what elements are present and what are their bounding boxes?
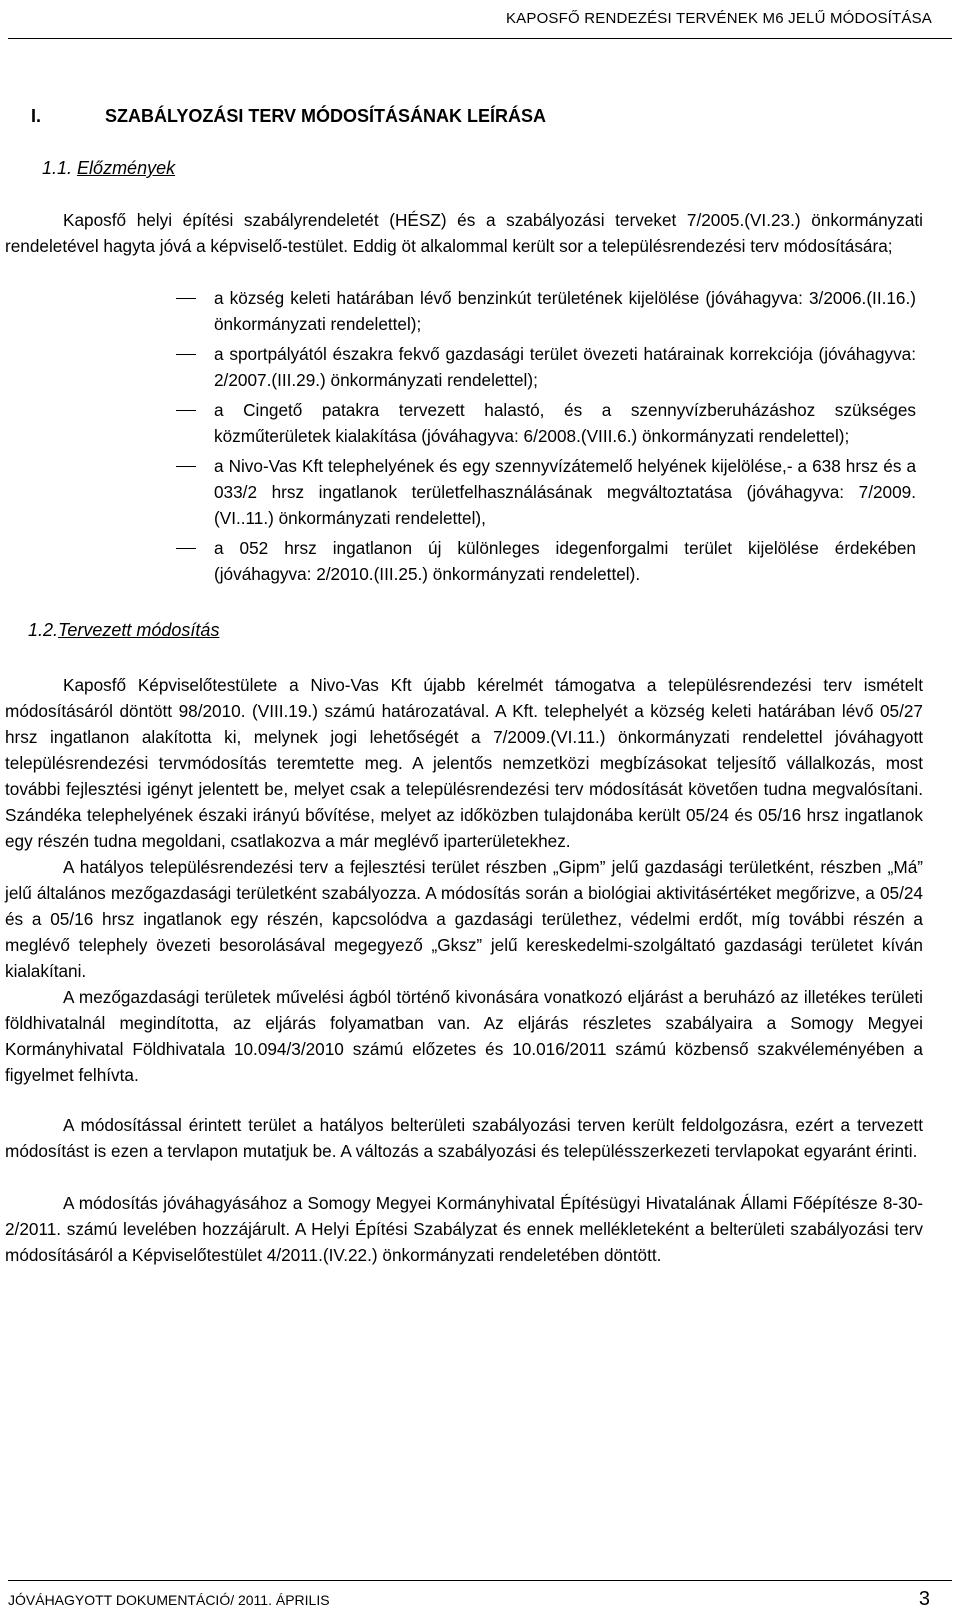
- dash-bullet-icon: [176, 548, 196, 549]
- header-title: KAPOSFŐ RENDEZÉSI TERVÉNEK M6 JELŰ MÓDOSÍTÁSA: [505, 10, 932, 27]
- body-paragraph: A módosítással érintett terület a hatályos belterületi szabályozási terven került feldolgozásra, ezért a tervezett módosítást is ezen a tervlapon mutatjuk be. A változás a szabályozási és településszerkezeti tervlapokat egyaránt érinti.: [5, 1115, 923, 1161]
- page-footer: [0, 1580, 960, 1622]
- amendment-list: [176, 285, 916, 591]
- dash-bullet-icon: [176, 466, 196, 467]
- list-item: [176, 341, 916, 393]
- list-item-text: a község keleti határában lévő benzinkút területének kijelölése (jóváhagyva: 3/2006.(II.16.) önkormányzati rendelettel);: [214, 288, 916, 334]
- page-number: 3: [918, 1588, 930, 1610]
- body-paragraph: A mezőgazdasági területek művelési ágból történő kivonására vonatkozó eljárást a beruházó az illetékes területi földhivatalnál megindította, az eljárás folyamatban van. Az eljárás részletes szabályaira a Somogy Megyei Kormányhivatal Földhivatala 10.094/3/2010 számú előzetes és 10.016/2011 számú közbenső szakvéleményében a figyelmet felhívta.: [5, 987, 923, 1085]
- page-header: [0, 0, 960, 40]
- subheading-title: Előzmények: [77, 158, 176, 178]
- body-paragraph: A módosítás jóváhagyásához a Somogy Megyei Kormányhivatal Építésügyi Hivatalának Állami Főépítésze 8-30-2/2011. számú levelében hozzájárult. A Helyi Építési Szabályzat és ennek mellékleteként a belterületi szabályozási terv módosításáról a Képviselőtestület 4/2011.(IV.22.) önkormányzati rendeletében döntött.: [5, 1193, 923, 1265]
- intro-paragraph: Kaposfő helyi építési szabályrendeletét (HÉSZ) és a szabályozási terveket 7/2005.(VI.23.) önkormányzati rendeletével hagyta jóvá a képviselő-testület. Eddig öt alkalommal került sor a településrendezési terv módosítására;: [5, 210, 923, 256]
- dash-bullet-icon: [176, 298, 196, 299]
- dash-bullet-icon: [176, 410, 196, 411]
- section-number: I.: [31, 106, 42, 126]
- header-divider: [8, 38, 952, 39]
- subheading-number: 1.1.: [42, 158, 73, 178]
- section-title: SZABÁLYOZÁSI TERV MÓDOSÍTÁSÁNAK LEÍRÁSA: [105, 106, 547, 126]
- dash-bullet-icon: [176, 354, 196, 355]
- section-heading: [31, 106, 546, 127]
- list-item: [176, 535, 916, 587]
- list-item-text: a sportpályától északra fekvő gazdasági terület övezeti határainak korrekciója (jóváhagyva: 2/2007.(III.29.) önkormányzati rendelettel);: [214, 344, 916, 390]
- subheading-1-1: [42, 158, 175, 179]
- subheading-number: 1.2.: [28, 620, 59, 640]
- list-item-text: a Cingető patakra tervezett halastó, és a szennyvízberuházáshoz szükséges közműterületek kialakítása (jóváhagyva: 6/2008.(VIII.6.) önkormányzati rendelettel);: [214, 400, 916, 446]
- body-paragraph: A hatályos településrendezési terv a fejlesztési terület részben „Gipm” jelű gazdasági területként, részben „Má” jelű általános mezőgazdasági területként szabályozza. A módosítás során a biológiai aktivitásértéket megőrizve, a 05/24 és a 05/16 hrsz ingatlanok egy részén, kapcsolódva a gazdasági területhez, védelmi erdőt, míg további részén a meglévő telephely övezeti besorolásával megegyező „Gksz” jelű kereskedelmi-szolgáltató gazdasági területet kíván kialakítani.: [5, 857, 923, 981]
- list-item-text: a Nivo-Vas Kft telephelyének és egy szennyvízátemelő helyének kijelölése,- a 638 hrsz és a 033/2 hrsz ingatlanok területfelhasználásának megváltoztatása (jóváhagyva: 7/2009.(VI..11.) önkormányzati rendelettel),: [214, 456, 916, 528]
- subheading-1-2: [28, 620, 219, 641]
- list-item: [176, 285, 916, 337]
- footer-divider: [8, 1580, 952, 1581]
- list-item: [176, 397, 916, 449]
- footer-label: JÓVÁHAGYOTT DOKUMENTÁCIÓ/ 2011. ÁPRILIS: [8, 1592, 330, 1608]
- list-item: [176, 453, 916, 531]
- list-item-text: a 052 hrsz ingatlanon új különleges idegenforgalmi terület kijelölése érdekében (jóváhagyva: 2/2010.(III.25.) önkormányzati rendelettel).: [214, 538, 916, 584]
- subheading-title: Tervezett módosítás: [58, 620, 220, 640]
- body-paragraph: Kaposfő Képviselőtestülete a Nivo-Vas Kft újabb kérelmét támogatva a településrendezési terv ismételt módosításáról döntött 98/2010. (VIII.19.) számú határozatával. A Kft. telephelyét a község keleti határában lévő 05/27 hrsz ingatlanon alakította ki, melynek jogi lehetőségét a 7/2009.(VI.11.) önkormányzati rendelettel jóváhagyott településrendezési tervmódosítás teremtette meg. A jelentős nemzetközi megbízásokat teljesítő vállalkozás, most további fejlesztési igényt jelentett be, melyet csak a településrendezési terv módosítását követően tudna megvalósítani. Szándéka telephelyének északi irányú bővítése, melyet az időközben tulajdonába került 05/24 és 05/16 hrsz ingatlanok egy részén tudna megoldani, csatlakozva a már meglévő iparterületekhez.: [5, 675, 923, 851]
